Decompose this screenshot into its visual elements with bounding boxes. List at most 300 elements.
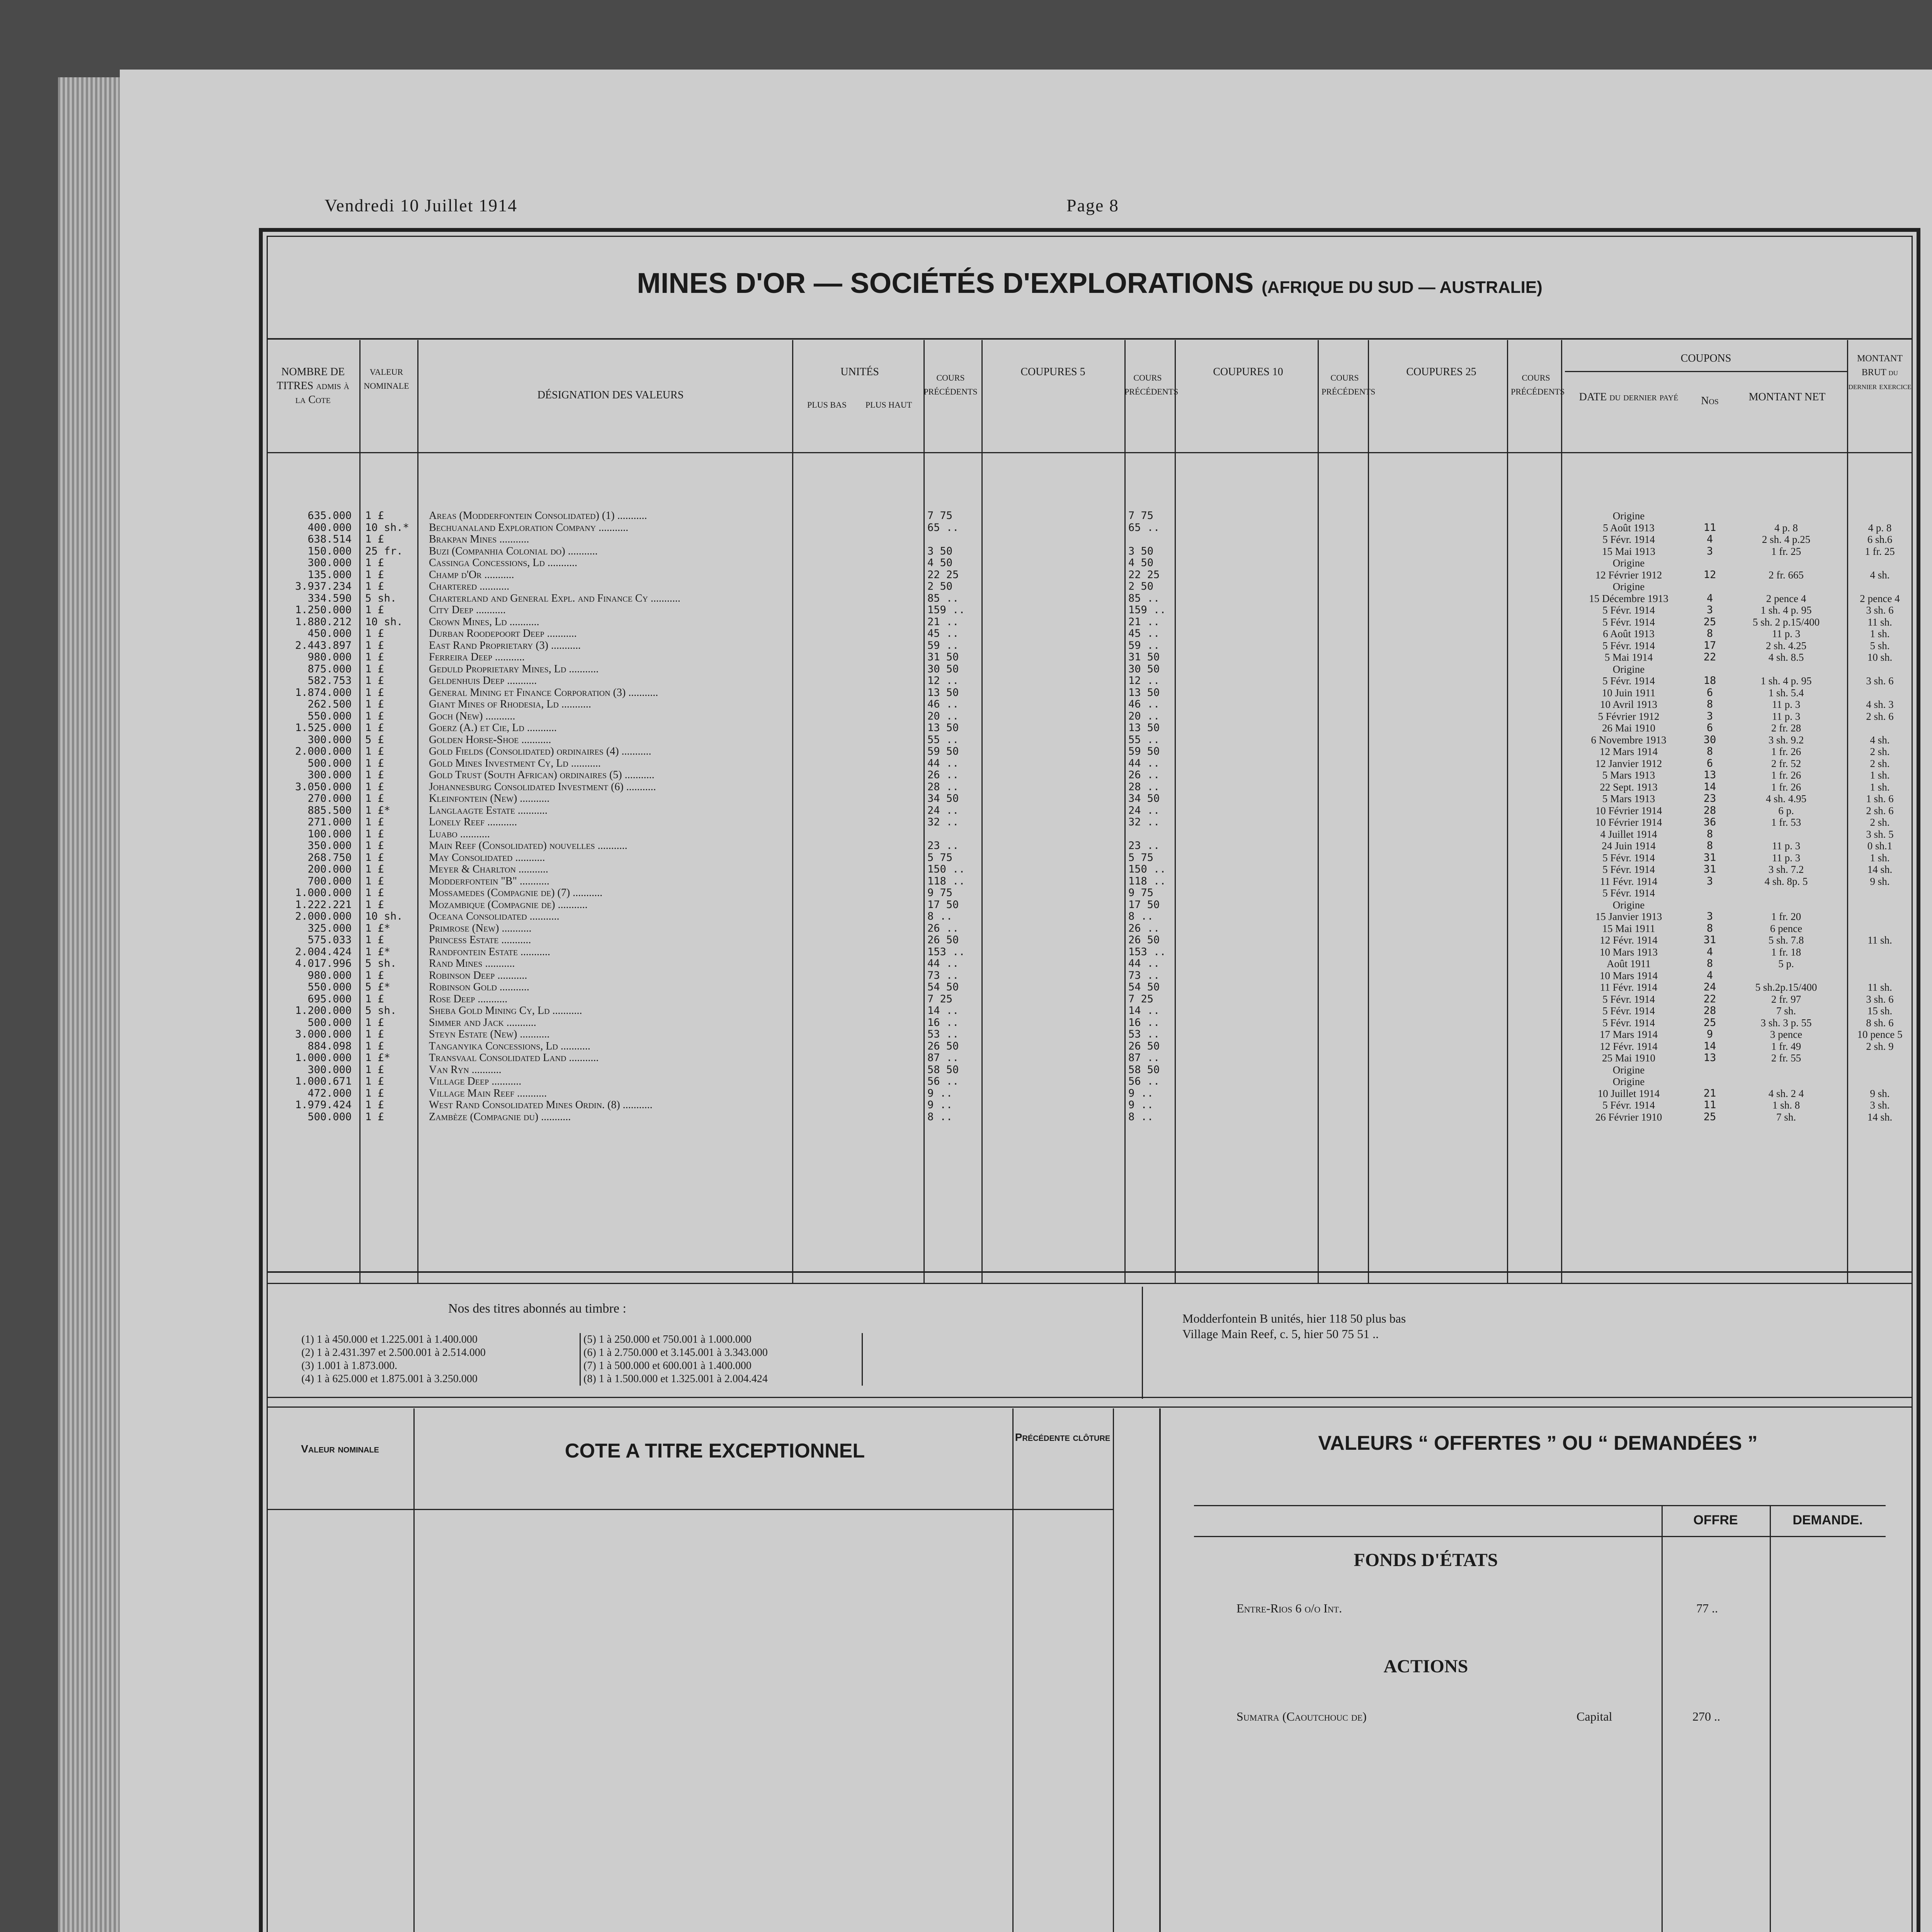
table-cell-date: 10 Juillet 1914 <box>1597 1087 1660 1099</box>
table-cell-net: 4 sh. 2 4 <box>1768 1087 1804 1099</box>
table-cell-v: 1 £ <box>365 698 384 710</box>
table-cell-no: 3 <box>1706 875 1713 887</box>
table-cell-n: 270.000 <box>308 793 352 804</box>
table-cell-v: 1 £ <box>365 639 384 651</box>
table-cell-net: 3 sh. 7.2 <box>1768 864 1804 875</box>
table-cell-brut: 2 pence 4 <box>1860 592 1900 604</box>
table-cell-date: Août 1911 <box>1607 958 1651 969</box>
table-cell-brut: 4 sh. <box>1870 734 1890 746</box>
table-cell-c2: 73 .. <box>1128 969 1160 981</box>
table-cell-c: 54 50 <box>927 981 959 993</box>
rule <box>923 340 925 1283</box>
table-cell-c: 46 .. <box>927 698 959 710</box>
table-cell-d: Charterland and General Expl. and Finance Cy ........... <box>429 592 680 604</box>
main-subtitle: (AFRIQUE DU SUD — AUSTRALIE) <box>1261 278 1543 297</box>
table-cell-c: 14 .. <box>927 1005 959 1017</box>
table-cell-no: 14 <box>1703 781 1716 793</box>
table-cell-c: 30 50 <box>927 663 959 675</box>
table-cell-no: 11 <box>1703 521 1716 534</box>
rule <box>1770 1505 1771 1932</box>
table-cell-date: 26 Février 1910 <box>1595 1111 1662 1123</box>
table-cell-net: 1 fr. 26 <box>1771 769 1801 781</box>
table-cell-c2: 3 50 <box>1128 545 1154 557</box>
rule <box>413 1408 415 1932</box>
table-cell-net <box>1727 557 1845 569</box>
table-cell-no: 31 <box>1703 863 1716 875</box>
table-cell-n: 200.000 <box>308 863 352 875</box>
table-cell-n: 582.753 <box>308 675 352 687</box>
table-cell-n: 268.750 <box>308 851 352 864</box>
table-cell-brut <box>1849 958 1911 970</box>
table-cell-brut: 2 sh. 9 <box>1866 1040 1894 1052</box>
table-cell-date: 5 Févr. 1914 <box>1602 887 1655 899</box>
table-cell-n: 575.033 <box>308 934 352 946</box>
column-valeur <box>365 510 415 1123</box>
table-cell-v: 1 £ <box>365 675 384 687</box>
table-cell-no: 4 <box>1706 946 1713 958</box>
table-cell-no <box>1694 663 1725 675</box>
table-cell-n: 2.443.897 <box>295 639 352 651</box>
table-cell-date: 15 Janvier 1913 <box>1595 911 1662 922</box>
table-cell-v: 1 £ <box>365 568 384 581</box>
table-cell-c2: 26 50 <box>1128 1040 1160 1052</box>
table-cell-c: 8 .. <box>927 910 953 922</box>
table-cell-date: 10 Juin 1911 <box>1602 687 1656 699</box>
abonnes-line: (8) 1 à 1.500.000 et 1.325.001 à 2.004.424 <box>583 1373 768 1385</box>
table-cell-n: 885.500 <box>308 804 352 816</box>
table-cell-date: 12 Févr. 1914 <box>1600 934 1658 946</box>
table-cell-no: 36 <box>1703 816 1716 828</box>
table-cell-net: 2 fr. 665 <box>1769 569 1804 581</box>
table-cell-date: 5 Févr. 1914 <box>1602 1005 1655 1017</box>
table-cell-n: 3.937.234 <box>295 580 352 592</box>
col-no: Nos <box>1701 395 1719 407</box>
col-designation: DÉSIGNATION DES VALEURS <box>537 389 684 401</box>
table-cell-c2: 2 50 <box>1128 580 1154 592</box>
table-cell-no <box>1694 510 1725 522</box>
table-cell-n: 472.000 <box>308 1087 352 1099</box>
table-cell-c: 17 50 <box>927 898 959 911</box>
table-cell-c2: 59 .. <box>1128 639 1160 651</box>
table-cell-v: 1 £ <box>365 510 384 522</box>
table-cell-brut: 10 sh. <box>1867 651 1893 663</box>
table-cell-net: 2 fr. 28 <box>1771 722 1801 734</box>
table-cell-d: Gold Fields (Consolidated) ordinaires (4) ........... <box>429 745 651 757</box>
table-cell-c: 2 50 <box>927 580 953 592</box>
table-cell-brut <box>1849 899 1911 911</box>
table-cell-brut <box>1849 1076 1911 1088</box>
column-cours <box>927 510 978 1123</box>
divider <box>267 338 1913 340</box>
table-cell-c2: 46 .. <box>1128 698 1160 710</box>
table-cell-date: 12 Janvier 1912 <box>1595 757 1662 769</box>
table-cell-net: 2 pence 4 <box>1766 592 1806 604</box>
table-cell-brut: 2 sh. 6 <box>1866 804 1894 816</box>
table-cell-net: 2 sh. 4 p.25 <box>1762 534 1811 545</box>
table-cell-brut <box>1849 722 1911 734</box>
table-cell-v: 1 £ <box>365 1016 384 1029</box>
table-cell-net <box>1727 510 1845 522</box>
table-cell-n: 638.514 <box>308 533 352 545</box>
rule <box>1012 1408 1014 1932</box>
table-cell-c2: 9 .. <box>1128 1099 1154 1111</box>
table-cell-no: 3 <box>1706 910 1713 922</box>
table-cell-net: 5 p. <box>1778 958 1794 969</box>
table-cell-date: 22 Sept. 1913 <box>1600 781 1658 793</box>
table-cell-date: 25 Mai 1910 <box>1602 1052 1655 1064</box>
column-no <box>1694 510 1725 1123</box>
abonnes-line: (4) 1 à 625.000 et 1.875.001 à 3.250.000 <box>301 1373 478 1385</box>
cote-precedente: Précédente clôture <box>1015 1431 1111 1443</box>
table-cell-date: 17 Mars 1914 <box>1600 1029 1658 1040</box>
table-cell-net: 1 sh. 4 p. 95 <box>1760 675 1812 687</box>
table-cell-c2: 16 .. <box>1128 1016 1160 1029</box>
sumatra-capital: Capital <box>1577 1709 1612 1723</box>
table-cell-n: 500.000 <box>308 757 352 769</box>
table-cell-v: 5 £ <box>365 733 384 746</box>
table-cell-c: 20 .. <box>927 710 959 722</box>
table-cell-no <box>1694 1064 1725 1076</box>
table-cell-date: 10 Février 1914 <box>1595 804 1662 816</box>
table-cell-c2: 65 .. <box>1128 521 1160 534</box>
table-cell-net: 3 sh. 9.2 <box>1768 734 1804 746</box>
table-cell-n: 100.000 <box>308 828 352 840</box>
table-cell-net: 2 fr. 52 <box>1771 757 1801 769</box>
table-cell-c: 153 .. <box>927 946 965 958</box>
table-cell-no: 13 <box>1703 769 1716 781</box>
table-cell-c: 24 .. <box>927 804 959 816</box>
table-cell-brut: 1 sh. <box>1870 628 1890 639</box>
table-cell-c: 150 .. <box>927 863 965 875</box>
rule <box>1565 371 1847 372</box>
table-cell-brut <box>1849 1064 1911 1076</box>
table-cell-date: 26 Mai 1910 <box>1602 722 1655 734</box>
rule <box>981 340 983 1283</box>
table-cell-d: Modderfontein "B" ........... <box>429 875 549 887</box>
rule <box>359 340 361 1283</box>
table-cell-date: 11 Févr. 1914 <box>1600 875 1658 887</box>
table-cell-n: 875.000 <box>308 663 352 675</box>
table-cell-c: 21 .. <box>927 616 959 628</box>
book-spine <box>58 77 124 1932</box>
table-cell-c2: 32 .. <box>1128 816 1160 828</box>
column-brut <box>1849 510 1911 1123</box>
table-cell-n: 980.000 <box>308 651 352 663</box>
table-cell-c: 65 .. <box>927 521 959 534</box>
table-cell-n: 700.000 <box>308 875 352 887</box>
table-cell-n: 334.590 <box>308 592 352 604</box>
table-cell-no: 11 <box>1703 1099 1716 1111</box>
table-cell-v: 1 £ <box>365 1063 384 1076</box>
table-cell-net: 5 sh.2p.15/400 <box>1755 981 1817 993</box>
table-cell-v: 1 £ <box>365 686 384 699</box>
table-cell-c2: 26 50 <box>1128 934 1160 946</box>
table-cell-brut: 10 pence 5 <box>1857 1029 1903 1040</box>
table-cell-n: 3.000.000 <box>295 1028 352 1040</box>
table-cell-net: 1 sh. 5.4 <box>1768 687 1804 699</box>
table-cell-c: 59 .. <box>927 639 959 651</box>
table-cell-c2: 8 .. <box>1128 910 1154 922</box>
main-title-text: MINES D'OR — SOCIÉTÉS D'EXPLORATIONS <box>637 267 1254 299</box>
table-cell-c2: 23 .. <box>1128 840 1160 852</box>
rule <box>1662 1505 1663 1932</box>
table-cell-no: 4 <box>1706 592 1713 604</box>
abonnes-line: (2) 1 à 2.431.397 et 2.500.001 à 2.514.000 <box>301 1347 486 1359</box>
table-cell-date: 5 Mai 1914 <box>1604 651 1653 663</box>
table-cell-net: 1 fr. 25 <box>1771 545 1801 557</box>
table-cell-n: 1.000.000 <box>295 887 352 899</box>
col-cours: COURS PRÉCÉDENTS <box>923 373 978 396</box>
table-cell-net: 11 p. 3 <box>1772 628 1801 639</box>
column-cours-2 <box>1128 510 1171 1123</box>
table-cell-date: 5 Févr. 1914 <box>1602 1099 1655 1111</box>
table-cell-d: Rose Deep ........... <box>429 993 508 1005</box>
table-cell-d: Robinson Gold ........... <box>429 981 529 993</box>
table-cell-c2: 153 .. <box>1128 946 1166 958</box>
col-unites-bas: PLUS BAS <box>807 400 847 410</box>
table-cell-net: 3 sh. 3 p. 55 <box>1760 1017 1812 1029</box>
table-cell-no: 8 <box>1706 840 1713 852</box>
table-cell-d: East Rand Proprietary (3) ........... <box>429 639 581 651</box>
table-cell-no: 22 <box>1703 651 1716 663</box>
table-cell-brut: 15 sh. <box>1867 1005 1893 1017</box>
table-cell-n: 1.250.000 <box>295 604 352 616</box>
table-cell-v: 1 £ <box>365 1087 384 1099</box>
table-cell-c: 32 .. <box>927 816 959 828</box>
table-cell-c: 3 50 <box>927 545 953 557</box>
table-cell-c2: 13 50 <box>1128 722 1160 734</box>
table-cell-c: 159 .. <box>927 604 965 616</box>
table-cell-c2: 8 .. <box>1128 1111 1154 1123</box>
table-cell-v: 1 £* <box>365 1052 391 1064</box>
rule <box>1175 340 1176 1283</box>
table-cell-date: Origine <box>1612 1076 1645 1087</box>
table-cell-c: 53 .. <box>927 1028 959 1040</box>
table-cell-v: 25 fr. <box>365 545 403 557</box>
table-cell-d: General Mining et Finance Corporation (3) ........... <box>429 686 658 699</box>
fonds-etats: FONDS D'ÉTATS <box>1354 1550 1498 1570</box>
table-cell-v: 1 £ <box>365 1075 384 1087</box>
table-cell-c: 26 .. <box>927 769 959 781</box>
table-cell-brut <box>1849 557 1911 569</box>
table-cell-date: 6 Août 1913 <box>1603 628 1655 639</box>
table-cell-brut <box>1849 946 1911 958</box>
column-designation <box>429 510 788 1123</box>
table-cell-c2: 4 50 <box>1128 557 1154 569</box>
rule <box>1318 340 1319 1283</box>
table-cell-date: 15 Mai 1913 <box>1602 545 1655 557</box>
table-cell-v: 1 £ <box>365 757 384 769</box>
table-cell-brut: 11 sh. <box>1867 981 1892 993</box>
table-cell-c2: 56 .. <box>1128 1075 1160 1087</box>
divider <box>267 452 1913 453</box>
table-cell-brut <box>1849 911 1911 923</box>
table-cell-brut <box>1849 663 1911 675</box>
table-cell-c: 5 75 <box>927 851 953 864</box>
table-cell-n: 500.000 <box>308 1111 352 1123</box>
table-cell-date: 5 Février 1912 <box>1598 710 1660 722</box>
table-cell-c2: 7 75 <box>1128 510 1154 522</box>
table-cell-d: Steyn Estate (New) ........... <box>429 1028 550 1040</box>
table-cell-n: 980.000 <box>308 969 352 981</box>
table-cell-n: 300.000 <box>308 557 352 569</box>
table-cell-d: Gold Trust (South African) ordinaires (5) ........... <box>429 769 655 781</box>
table-cell-n: 300.000 <box>308 1063 352 1076</box>
table-cell-c: 26 .. <box>927 922 959 934</box>
table-cell-d: Randfontein Estate ........... <box>429 946 551 958</box>
table-cell-n: 1.874.000 <box>295 686 352 699</box>
table-cell-d: Langlaagte Estate ........... <box>429 804 548 816</box>
table-cell-v: 1 £* <box>365 922 391 934</box>
table-cell-net: 7 sh. <box>1776 1005 1796 1017</box>
table-cell-c2: 14 .. <box>1128 1005 1160 1017</box>
table-cell-n: 450.000 <box>308 628 352 639</box>
note-2: Village Main Reef, c. 5, hier 50 75 51 .. <box>1182 1327 1379 1341</box>
table-cell-no <box>1694 899 1725 911</box>
table-cell-d: Areas (Modderfontein Consolidated) (1) ........... <box>429 510 647 522</box>
rule <box>267 1509 1113 1510</box>
table-cell-d: Bechuanaland Exploration Company ........... <box>429 521 629 534</box>
table-cell-v: 1 £ <box>365 557 384 569</box>
table-cell-net <box>1727 663 1845 675</box>
table-cell-n: 635.000 <box>308 510 352 522</box>
table-cell-date: 5 Févr. 1914 <box>1602 993 1655 1005</box>
table-cell-net: 2 sh. 4.25 <box>1765 639 1806 651</box>
table-cell-date: 10 Mars 1913 <box>1600 946 1658 958</box>
table-cell-no: 8 <box>1706 922 1713 934</box>
table-cell-c: 55 .. <box>927 733 959 746</box>
table-cell-brut: 1 sh. <box>1870 852 1890 864</box>
table-cell-date: 6 Novembre 1913 <box>1591 734 1667 746</box>
table-cell-date: 5 Févr. 1914 <box>1602 639 1655 651</box>
table-cell-date: 5 Févr. 1914 <box>1602 534 1655 545</box>
table-cell-no: 18 <box>1703 675 1716 687</box>
table-cell-n: 884.098 <box>308 1040 352 1052</box>
table-cell-brut: 3 sh. 6 <box>1866 675 1894 687</box>
table-cell-v: 1 £ <box>365 745 384 757</box>
table-cell-c2: 12 .. <box>1128 675 1160 687</box>
table-cell-v: 1 £ <box>365 710 384 722</box>
offre-header: OFFRE <box>1693 1513 1738 1527</box>
table-cell-d: Geduld Proprietary Mines, Ld ........... <box>429 663 599 675</box>
table-cell-c: 4 50 <box>927 557 953 569</box>
table-cell-no: 9 <box>1706 1028 1713 1040</box>
table-cell-c2: 9 .. <box>1128 1087 1154 1099</box>
table-cell-c2 <box>1128 534 1171 546</box>
table-cell-d: Luabo ........... <box>429 828 490 840</box>
table-cell-brut: 11 sh. <box>1867 934 1892 946</box>
cote-title: COTE A TITRE EXCEPTIONNEL <box>565 1440 865 1462</box>
col-valeur: VALEUR NOMINALE <box>364 367 409 391</box>
table-cell-n: 262.500 <box>308 698 352 710</box>
table-cell-d: Oceana Consolidated ........... <box>429 910 560 922</box>
table-cell-c2: 22 25 <box>1128 568 1160 581</box>
table-cell-no: 3 <box>1706 710 1713 722</box>
table-cell-no: 17 <box>1703 639 1716 651</box>
rule <box>1368 340 1369 1283</box>
table-cell-v: 1 £ <box>365 934 384 946</box>
table-cell-net: 1 sh. 8 <box>1772 1099 1800 1111</box>
abonnes-line: (1) 1 à 450.000 et 1.225.001 à 1.400.000 <box>301 1333 478 1345</box>
table-cell-no: 4 <box>1706 969 1713 981</box>
sumatra-offre: 270 .. <box>1692 1709 1720 1723</box>
divider <box>267 1406 1913 1408</box>
table-cell-net: 11 p. 3 <box>1772 840 1801 852</box>
table-cell-brut: 5 sh. <box>1870 639 1890 651</box>
table-cell-n: 1.200.000 <box>295 1005 352 1017</box>
table-cell-net: 4 p. 8 <box>1774 522 1798 534</box>
table-cell-net <box>1727 887 1845 899</box>
table-cell-brut: 3 sh. 6 <box>1866 993 1894 1005</box>
table-cell-no: 6 <box>1706 722 1713 734</box>
col-brut: MONTANT BRUT du dernier exercice <box>1848 354 1912 391</box>
rule <box>1159 1408 1161 1932</box>
table-cell-d: Mossamedes (Compagnie de) (7) ........... <box>429 887 603 899</box>
table-cell-date: 11 Févr. 1914 <box>1600 981 1658 993</box>
table-cell-v: 10 sh. <box>365 910 403 922</box>
table-cell-no: 28 <box>1703 1005 1716 1017</box>
table-cell-v: 1 £ <box>365 628 384 639</box>
table-cell-n: 400.000 <box>308 521 352 534</box>
col-cours-3: COURS PRÉCÉDENTS <box>1321 373 1376 396</box>
table-cell-v: 1 £ <box>365 898 384 911</box>
table-cell-d: Village Deep ........... <box>429 1075 522 1087</box>
table-cell-c: 7 75 <box>927 510 953 522</box>
divider <box>267 1283 1913 1284</box>
table-cell-n: 2.000.000 <box>295 910 352 922</box>
table-cell-brut: 2 sh. <box>1870 816 1890 828</box>
table-cell-d: Zambèze (Compagnie du) ........... <box>429 1111 571 1123</box>
table-cell-date: 4 Juillet 1914 <box>1600 828 1657 840</box>
table-cell-c2: 30 50 <box>1128 663 1160 675</box>
table-cell-no <box>1694 887 1725 899</box>
table-cell-date: Origine <box>1612 581 1645 592</box>
table-cell-net: 2 fr. 97 <box>1771 993 1801 1005</box>
table-cell-c: 118 .. <box>927 875 965 887</box>
rule <box>1124 340 1126 1283</box>
table-cell-d: Brakpan Mines ........... <box>429 533 529 545</box>
table-cell-brut: 4 sh. <box>1870 569 1890 581</box>
table-cell-no: 28 <box>1703 804 1716 816</box>
table-cell-d: Robinson Deep ........... <box>429 969 527 981</box>
table-cell-c2: 85 .. <box>1128 592 1160 604</box>
table-cell-brut: 1 sh. <box>1870 781 1890 793</box>
table-cell-net: 6 pence <box>1770 922 1803 934</box>
table-cell-no: 24 <box>1703 981 1716 993</box>
table-cell-no: 6 <box>1706 757 1713 769</box>
table-cell-brut <box>1849 923 1911 935</box>
table-cell-n: 3.050.000 <box>295 781 352 793</box>
table-cell-no <box>1694 1076 1725 1088</box>
table-cell-c2: 34 50 <box>1128 793 1160 804</box>
table-cell-brut: 9 sh. <box>1870 875 1890 887</box>
table-cell-v: 1 £ <box>365 604 384 616</box>
table-cell-net: 1 sh. 4 p. 95 <box>1760 604 1812 616</box>
table-cell-c: 87 .. <box>927 1052 959 1064</box>
table-cell-net: 5 sh. 7.8 <box>1768 934 1804 946</box>
table-cell-v: 1 £ <box>365 769 384 781</box>
table-cell-date: 5 Mars 1913 <box>1602 769 1655 781</box>
table-cell-n: 350.000 <box>308 840 352 852</box>
table-cell-date: 5 Févr. 1914 <box>1602 604 1655 616</box>
table-cell-n: 300.000 <box>308 733 352 746</box>
rule <box>1507 340 1508 1283</box>
table-cell-c: 23 .. <box>927 840 959 852</box>
table-cell-v: 5 sh. <box>365 1005 397 1017</box>
table-cell-date: 5 Mars 1913 <box>1602 793 1655 804</box>
table-cell-net: 1 fr. 26 <box>1771 781 1801 793</box>
table-cell-c2: 87 .. <box>1128 1052 1160 1064</box>
